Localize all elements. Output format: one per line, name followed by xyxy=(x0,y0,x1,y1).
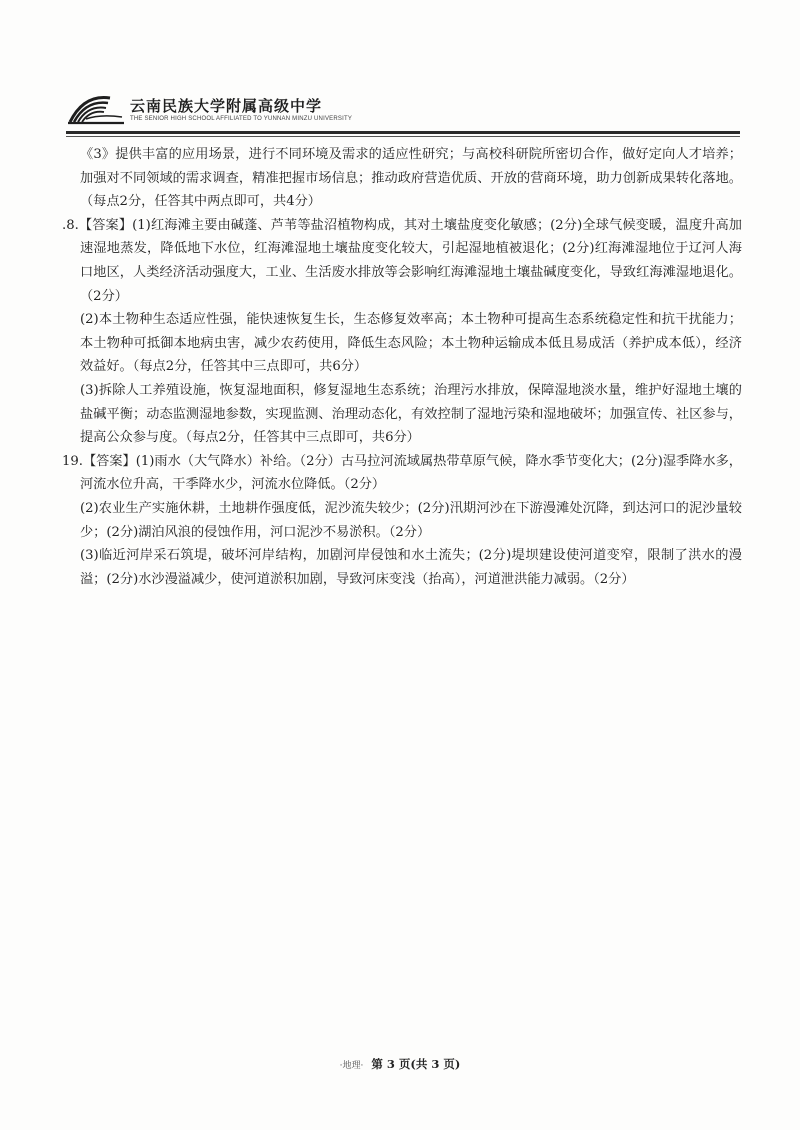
answer-paragraph: 19.【答案】(1)雨水（大气降水）补给。（2分）古马拉河流域属热带草原气候，降水季节变化大；(2分)湿季降水多，河流水位升高，干季降水少，河流水位降低。（2分） xyxy=(62,453,742,493)
page-number: 第 3 页(共 3 页) xyxy=(371,1057,461,1071)
page-footer xyxy=(0,1056,800,1072)
answer-paragraph: (2)农业生产实施休耕，土地耕作强度低，泥沙流失较少；(2分)汛期河沙在下游漫滩处沉降，到达河口的泥沙量较少；(2分)湖泊风浪的侵蚀作用，河口泥沙不易淤积。（2分） xyxy=(80,500,742,540)
header-rule-thin xyxy=(66,136,740,137)
page-header xyxy=(66,92,746,132)
header-rule-thick xyxy=(66,131,740,134)
answer-content xyxy=(62,143,742,591)
school-name: 云南民族大学附属高级中学 xyxy=(130,97,323,115)
subject-code: ·地理· xyxy=(339,1061,364,1071)
answer-paragraph: .8.【答案】(1)红海滩主要由碱蓬、芦苇等盐沼植物构成，其对土壤盐度变化敏感；(2分)全球气候变暖，温度升高加速湿地蒸发，降低地下水位，红海滩湿地土壤盐度变化较大，引起湿地植被退化；(2分)红海滩湿地位于辽河人海口地区，人类经济活动强度大，工业、生活废水排放等会影响红海滩湿地土壤盐碱度变化，导致红海滩湿地退化。（2分） xyxy=(62,217,742,304)
school-logo-icon xyxy=(66,92,126,126)
answer-paragraph: (3)拆除人工养殖设施，恢复湿地面积，修复湿地生态系统；治理污水排放，保障湿地淡水量，维护好湿地土壤的盐碱平衡；动态监测湿地参数，实现监测、治理动态化，有效控制了湿地污染和湿地破坏；加强宣传、社区参与，提高公众参与度。（每点2分，任答其中三点即可，共6分） xyxy=(80,382,742,446)
answer-paragraph: 《3》提供丰富的应用场景，进行不同环境及需求的适应性研究；与高校科研院所密切合作，做好定向人才培养；加强对不同领域的需求调查，精准把握市场信息；推动政府营造优质、开放的营商环境，助力创新成果转化落地。（每点2分，任答其中两点即可，共4分） xyxy=(80,147,742,210)
school-subtitle: THE SENIOR HIGH SCHOOL AFFILIATED TO YUNNAN MINZU UNIVERSITY xyxy=(130,116,353,122)
answer-paragraph: (3)临近河岸采石筑堤，破坏河岸结构，加剧河岸侵蚀和水土流失；(2分)堤坝建设使河道变窄，限制了洪水的漫溢；(2分)水沙漫溢减少，使河道淤积加剧，导致河床变浅（抬高），河道泄洪能力减弱。（2分） xyxy=(80,548,742,587)
answer-paragraph: (2)本土物种生态适应性强，能快速恢复生长，生态修复效率高；本土物种可提高生态系统稳定性和抗干扰能力；本土物种可抵御本地病虫害，减少农药使用，降低生态风险；本土物种运输成本低且易成活（养护成本低），经济效益好。（每点2分，任答其中三点即可，共6分） xyxy=(80,312,742,375)
